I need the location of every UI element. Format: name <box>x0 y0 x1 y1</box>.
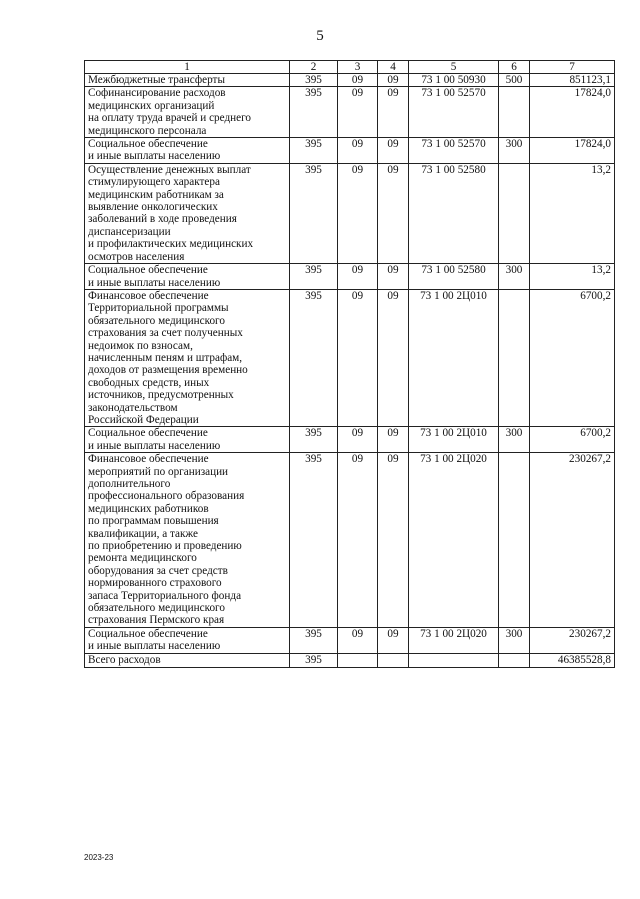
row-amount: 6700,2 <box>530 289 615 426</box>
row-amount: 6700,2 <box>530 427 615 453</box>
row-admin-code: 395 <box>290 138 338 164</box>
total-amount: 46385528,8 <box>530 653 615 667</box>
row-subsection: 09 <box>378 87 409 138</box>
total-expense-type <box>499 653 530 667</box>
row-target-article: 73 1 00 52570 <box>409 87 499 138</box>
row-name: Осуществление денежных выплат стимулирующего характера медицинским работникам за выявление онкологических заболеваний в ходе проведения диспансеризации и профилактических медицинских осмотров населения <box>85 163 290 263</box>
column-header: 2 <box>290 61 338 74</box>
page-number: 5 <box>316 28 324 44</box>
total-row <box>85 653 615 667</box>
row-expense-type: 300 <box>499 264 530 290</box>
row-subsection: 09 <box>378 453 409 628</box>
row-amount: 13,2 <box>530 163 615 263</box>
row-admin-code: 395 <box>290 453 338 628</box>
row-section: 09 <box>338 453 378 628</box>
row-amount: 13,2 <box>530 264 615 290</box>
table-row <box>85 264 615 290</box>
row-section: 09 <box>338 74 378 87</box>
row-subsection: 09 <box>378 289 409 426</box>
row-name: Софинансирование расходов медицинских организаций на оплату труда врачей и среднего медицинского персонала <box>85 87 290 138</box>
column-header: 3 <box>338 61 378 74</box>
row-subsection: 09 <box>378 427 409 453</box>
row-amount: 230267,2 <box>530 453 615 628</box>
row-subsection: 09 <box>378 74 409 87</box>
column-header: 1 <box>85 61 290 74</box>
row-target-article: 73 1 00 2Ц020 <box>409 453 499 628</box>
row-name: Межбюджетные трансферты <box>85 74 290 87</box>
total-target-article <box>409 653 499 667</box>
table-row <box>85 627 615 653</box>
row-target-article: 73 1 00 52570 <box>409 138 499 164</box>
table-row <box>85 453 615 628</box>
total-admin-code: 395 <box>290 653 338 667</box>
row-name: Социальное обеспечение и иные выплаты населению <box>85 627 290 653</box>
row-admin-code: 395 <box>290 264 338 290</box>
row-admin-code: 395 <box>290 163 338 263</box>
row-admin-code: 395 <box>290 74 338 87</box>
row-subsection: 09 <box>378 264 409 290</box>
table-row <box>85 163 615 263</box>
row-section: 09 <box>338 427 378 453</box>
total-subsection <box>378 653 409 667</box>
row-section: 09 <box>338 289 378 426</box>
row-name: Финансовое обеспечение Территориальной программы обязательного медицинского страхования за счет полученных недоимок по взносам, начисленным пеням и штрафам, доходов от размещения временно свободных средств, иных источников, предусмотренных законодательством Российской Федерации <box>85 289 290 426</box>
row-subsection: 09 <box>378 163 409 263</box>
column-header: 4 <box>378 61 409 74</box>
column-header: 5 <box>409 61 499 74</box>
row-expense-type: 300 <box>499 627 530 653</box>
table-row <box>85 427 615 453</box>
total-section <box>338 653 378 667</box>
table-row <box>85 289 615 426</box>
row-expense-type <box>499 87 530 138</box>
row-name: Социальное обеспечение и иные выплаты населению <box>85 427 290 453</box>
row-expense-type <box>499 289 530 426</box>
table-row <box>85 74 615 87</box>
row-expense-type <box>499 453 530 628</box>
total-label: Всего расходов <box>85 653 290 667</box>
row-expense-type <box>499 163 530 263</box>
row-section: 09 <box>338 264 378 290</box>
row-admin-code: 395 <box>290 289 338 426</box>
row-name: Социальное обеспечение и иные выплаты населению <box>85 138 290 164</box>
table-row <box>85 87 615 138</box>
row-section: 09 <box>338 138 378 164</box>
row-expense-type: 500 <box>499 74 530 87</box>
row-target-article: 73 1 00 2Ц020 <box>409 627 499 653</box>
row-name: Социальное обеспечение и иные выплаты населению <box>85 264 290 290</box>
document-code: 2023-23 <box>84 853 114 862</box>
row-expense-type: 300 <box>499 427 530 453</box>
row-target-article: 73 1 00 52580 <box>409 264 499 290</box>
row-section: 09 <box>338 87 378 138</box>
row-admin-code: 395 <box>290 87 338 138</box>
row-section: 09 <box>338 627 378 653</box>
row-target-article: 73 1 00 50930 <box>409 74 499 87</box>
row-target-article: 73 1 00 2Ц010 <box>409 289 499 426</box>
column-header: 7 <box>530 61 615 74</box>
row-admin-code: 395 <box>290 427 338 453</box>
row-amount: 17824,0 <box>530 138 615 164</box>
row-section: 09 <box>338 163 378 263</box>
row-amount: 230267,2 <box>530 627 615 653</box>
row-subsection: 09 <box>378 138 409 164</box>
table-row <box>85 138 615 164</box>
row-amount: 851123,1 <box>530 74 615 87</box>
column-header: 6 <box>499 61 530 74</box>
row-amount: 17824,0 <box>530 87 615 138</box>
row-subsection: 09 <box>378 627 409 653</box>
budget-table <box>84 60 615 668</box>
row-name: Финансовое обеспечение мероприятий по организации дополнительного профессионального образования медицинских работников по программам повышения квалификации, а также по приобретению и проведению ремонта медицинского оборудования за счет средств нормированного страхового запаса Территориального фонда обязательного медицинского страхования Пермского края <box>85 453 290 628</box>
row-admin-code: 395 <box>290 627 338 653</box>
row-target-article: 73 1 00 2Ц010 <box>409 427 499 453</box>
table-header-row <box>85 61 615 74</box>
row-target-article: 73 1 00 52580 <box>409 163 499 263</box>
row-expense-type: 300 <box>499 138 530 164</box>
